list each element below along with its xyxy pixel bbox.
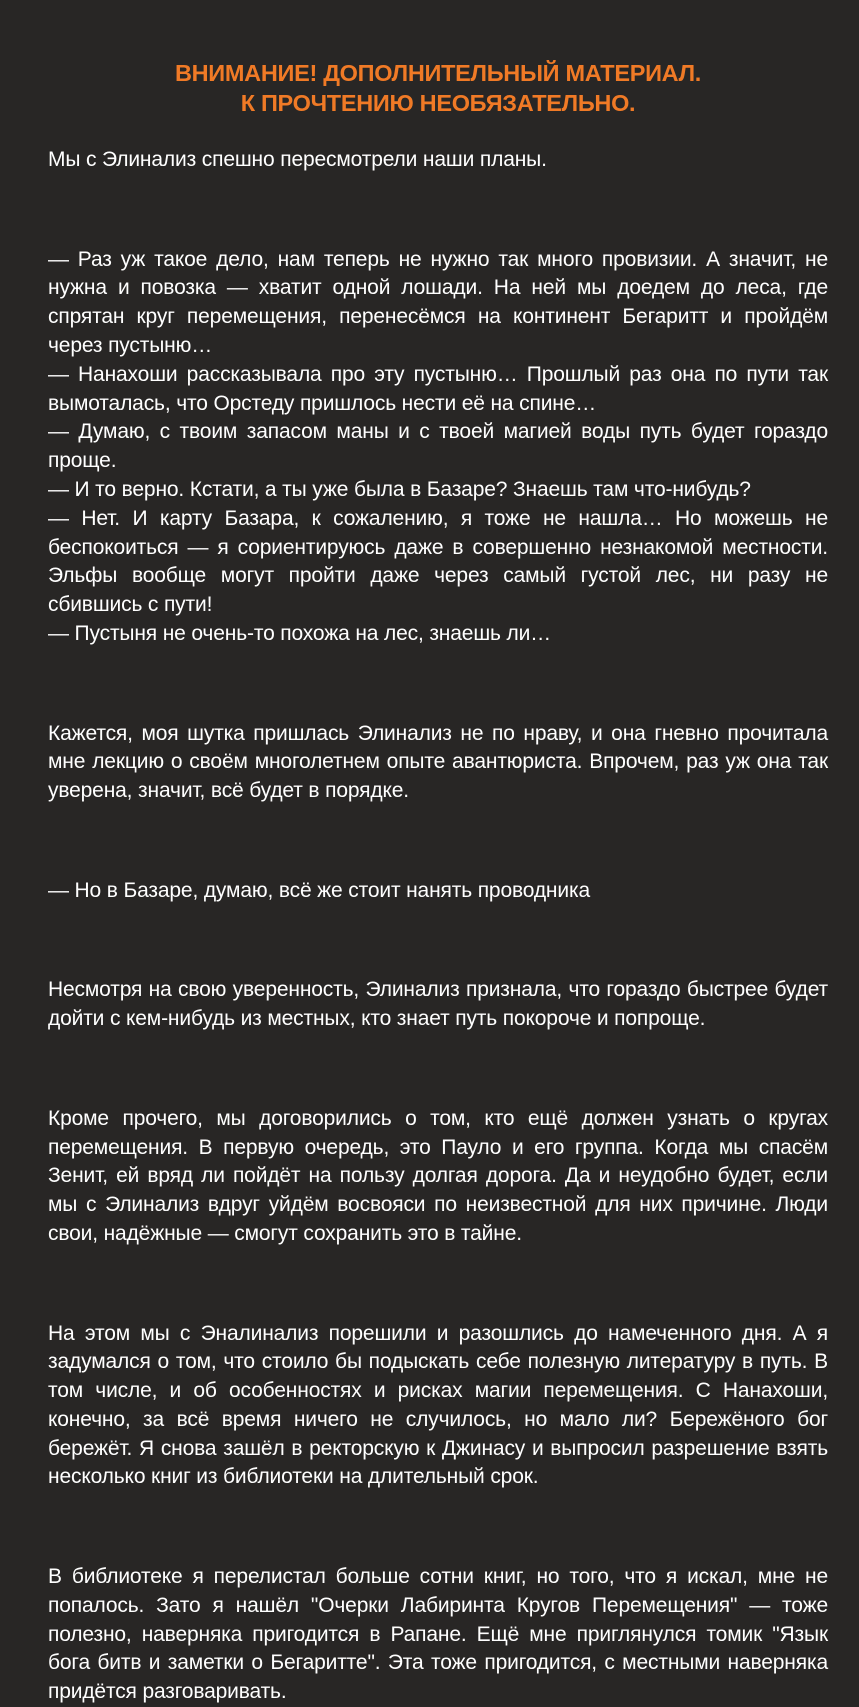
paragraph: — Нет. И карту Базара, к сожалению, я тоже не нашла… Но можешь не беспокоиться — я сориентируюсь даже в совершенно незнакомой местности. Эльфы вообще могут пройти даже через самый густой лес, ни разу не сбившись с пути! xyxy=(48,506,828,617)
paragraph: В библиотеке я перелистал больше сотни книг, но того, что я искал, мне не попалось. Зато я нашёл "Очерки Лабиринта Кругов Перемещения" — тоже полезно, наверняка пригодится в Рапане. Ещё мне приглянулся томик "Язык бога битв и заметки о Бегаритте". Эта тоже пригодится, с местными наверняка придётся разговаривать. xyxy=(48,1565,828,1704)
body-text xyxy=(48,146,828,1707)
notice-heading-line-2: К ПРОЧТЕНИЮ НЕОБЯЗАТЕЛЬНО. xyxy=(240,90,636,116)
paragraph-gap xyxy=(48,827,828,856)
paragraph: — Пустыня не очень-то похожа на лес, знаешь ли… xyxy=(48,621,552,645)
notice-heading-line-1: ВНИМАНИЕ! ДОПОЛНИТЕЛЬНЫЙ МАТЕРИАЛ. xyxy=(174,60,702,86)
notice-heading xyxy=(48,58,828,118)
paragraph: Мы с Элинализ спешно пересмотрели наши планы. xyxy=(48,148,547,171)
paragraph: — Но в Базаре, думаю, всё же стоит нанять проводника xyxy=(48,878,590,902)
paragraph-gap xyxy=(48,1055,828,1084)
paragraph-gap xyxy=(48,196,828,225)
paragraph-gap xyxy=(48,927,828,956)
paragraph: — И то верно. Кстати, а ты уже была в Базаре? Знаешь там что-нибудь? xyxy=(48,477,751,501)
paragraph: — Нанахоши рассказывала про эту пустыню… Прошлый раз она по пути так вымоталась, что Орстеду пришлось нести её на спине… xyxy=(48,362,828,415)
paragraph: — Думаю, с твоим запасом маны и с твоей магией воды путь будет гораздо проще. xyxy=(48,420,828,473)
paragraph-gap xyxy=(48,1270,828,1299)
paragraph-gap xyxy=(48,670,828,699)
paragraph: — Раз уж такое дело, нам теперь не нужно так много провизии. А значит, не нужна и повозка — хватит одной лошади. На ней мы доедем до леса, где спрятан круг перемещения, перенесёмся на континент Бегаритт и пройдём через пустыню… xyxy=(48,247,828,357)
paragraph: На этом мы с Эналинализ порешили и разошлись до намеченного дня. А я задумался о том, что стоило бы подыскать себе полезную литературу в путь. В том числе, и об особенностях и рисках магии перемещения. С Нанахоши, конечно, за всё время ничего не случилось, но мало ли? Бережёного бог бережёт. Я снова зашёл в ректорскую к Джинасу и выпросил разрешение взять несколько книг из библиотеки на длительный срок. xyxy=(48,1321,828,1489)
paragraph: Несмотря на свою уверенность, Элинализ признала, что гораздо быстрее будет дойти с кем-нибудь из местных, кто знает путь покороче и попроще. xyxy=(48,978,828,1031)
paragraph: Кроме прочего, мы договорились о том, кто ещё должен узнать о кругах перемещения. В первую очередь, это Пауло и его группа. Когда мы спасём Зенит, ей вряд ли пойдёт на пользу долгая дорога. Да и неудобно будет, если мы с Элинализ вдруг уйдём восвояси по неизвестной для них причине. Люди свои, надёжные — смогут сохранить это в тайне. xyxy=(48,1106,828,1245)
paragraph: Кажется, моя шутка пришлась Элинализ не по нраву, и она гневно прочитала мне лекцию о своём многолетнем опыте авантюриста. Впрочем, раз уж она так уверена, значит, всё будет в порядке. xyxy=(48,721,828,803)
paragraph-gap xyxy=(48,1513,828,1542)
